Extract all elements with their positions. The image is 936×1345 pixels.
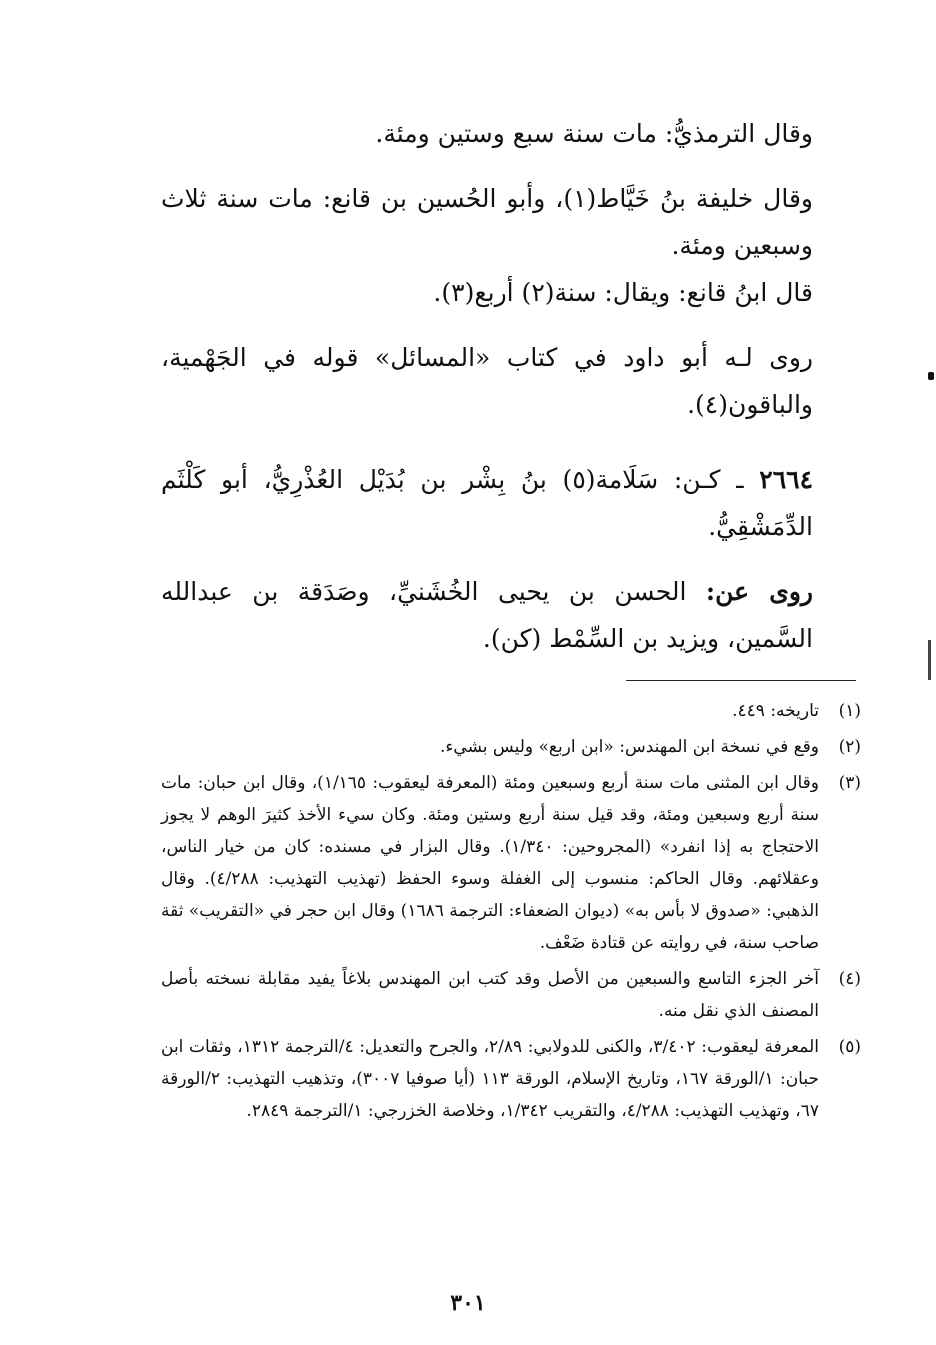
footnote-item <box>161 767 861 959</box>
paragraph-khalifa: وقال خليفة بنُ خَيَّاط(١)، وأبو الحُسين بن قانع: مات سنة ثلاث وسبعين ومئة. <box>161 184 813 260</box>
footnote-text: آخر الجزء التاسع والسبعين من الأصل وقد كتب ابن المهندس بلاغاً يفيد مقابلة نسخته بأصل المصنف الذي نقل منه. <box>161 969 819 1021</box>
scan-mark <box>928 372 934 380</box>
narrated-text: الحسن بن يحيى الخُشَنيِّ، وصَدَقة بن عبدالله السَّمين، ويزيد بن السِّمْط (كن). <box>161 577 813 653</box>
footnote-item <box>161 695 861 727</box>
main-text <box>161 110 861 662</box>
paragraph-abu-dawud: روى لـه أبو داود في كتاب «المسائل» قوله في الجَهْمية، والباقون(٤). <box>161 343 813 419</box>
entry-heading <box>161 456 861 550</box>
footnote-text: وقع في نسخة ابن المهندس: «ابن اربع» وليس بشيء. <box>440 737 819 757</box>
narrated-label: روى عن: <box>705 577 813 606</box>
footnote-number: (٤) <box>838 969 861 989</box>
entry-title: ـ كـن: سَلَامة(٥) بنُ بِشْر بن بُدَيْل العُذْرِيُّ، أبو كَلْثَم الدِّمَشْقِيُّ. <box>161 465 813 541</box>
paragraph-tirmidhi: وقال الترمذيُّ: مات سنة سبع وستين ومئة. <box>375 119 813 148</box>
footnote-item <box>161 963 861 1027</box>
footnote-number: (٣) <box>838 773 861 793</box>
narrated-from <box>161 568 861 662</box>
page-number: ٣٠١ <box>450 1290 486 1316</box>
paragraph-ibn-qani: قال ابنُ قانع: ويقال: سنة(٢) أربع(٣). <box>433 278 813 307</box>
footnote-item <box>161 731 861 763</box>
footnote-text: وقال ابن المثنى مات سنة أربع وسبعين ومئة (المعرفة ليعقوب: ١/١٦٥)، وقال ابن حبان: مات سنة أربع وسبعين ومئة، وقد قيل سنة أربع وستين ومئة. وكان سيء الأخذ كثيرَ الوهم لا يجوز الاحتجاج به إذا انفرد» (المجروحين: ١/٣٤٠). وقال البزار في مسنده: كان من خيار الناس، وعقلائهم. وقال الحاكم: منسوب إلى الغفلة وسوء الحفظ (تهذيب التهذيب: ٤/٢٨٨). وقال الذهبي: «صدوق لا بأس به» (ديوان الضعفاء: الترجمة ١٦٨٦) وقال ابن حجر في «التقريب» ثقة صاحب سنة، في روايته عن قتادة ضَعْف. <box>161 773 819 953</box>
footnote-item <box>161 1031 861 1127</box>
footnote-text: المعرفة ليعقوب: ٣/٤٠٢، والكنى للدولابي: ٢/٨٩، والجرح والتعديل: ٤/الترجمة ١٣١٢، وثقات ابن حبان: ١/الورقة ١٦٧، وتاريخ الإسلام، الورقة ١١٣ (أيا صوفيا ٣٠٠٧)، وتذهيب التهذيب: ٢/الورقة ٦٧، وتهذيب التهذيب: ٤/٢٨٨، والتقريب ١/٣٤٢، وخلاصة الخزرجي: ١/الترجمة ٢٨٤٩. <box>161 1037 820 1121</box>
scan-edge-mark <box>928 640 931 680</box>
footnote-number: (١) <box>838 701 861 721</box>
footnote-number: (٥) <box>838 1037 861 1057</box>
footnote-text: تاريخه: ٤٤٩. <box>732 701 819 721</box>
entry-number: ٢٦٦٤ <box>759 465 813 494</box>
footnote-number: (٢) <box>838 737 861 757</box>
footnote-separator <box>626 680 856 681</box>
footnotes <box>161 695 861 1131</box>
